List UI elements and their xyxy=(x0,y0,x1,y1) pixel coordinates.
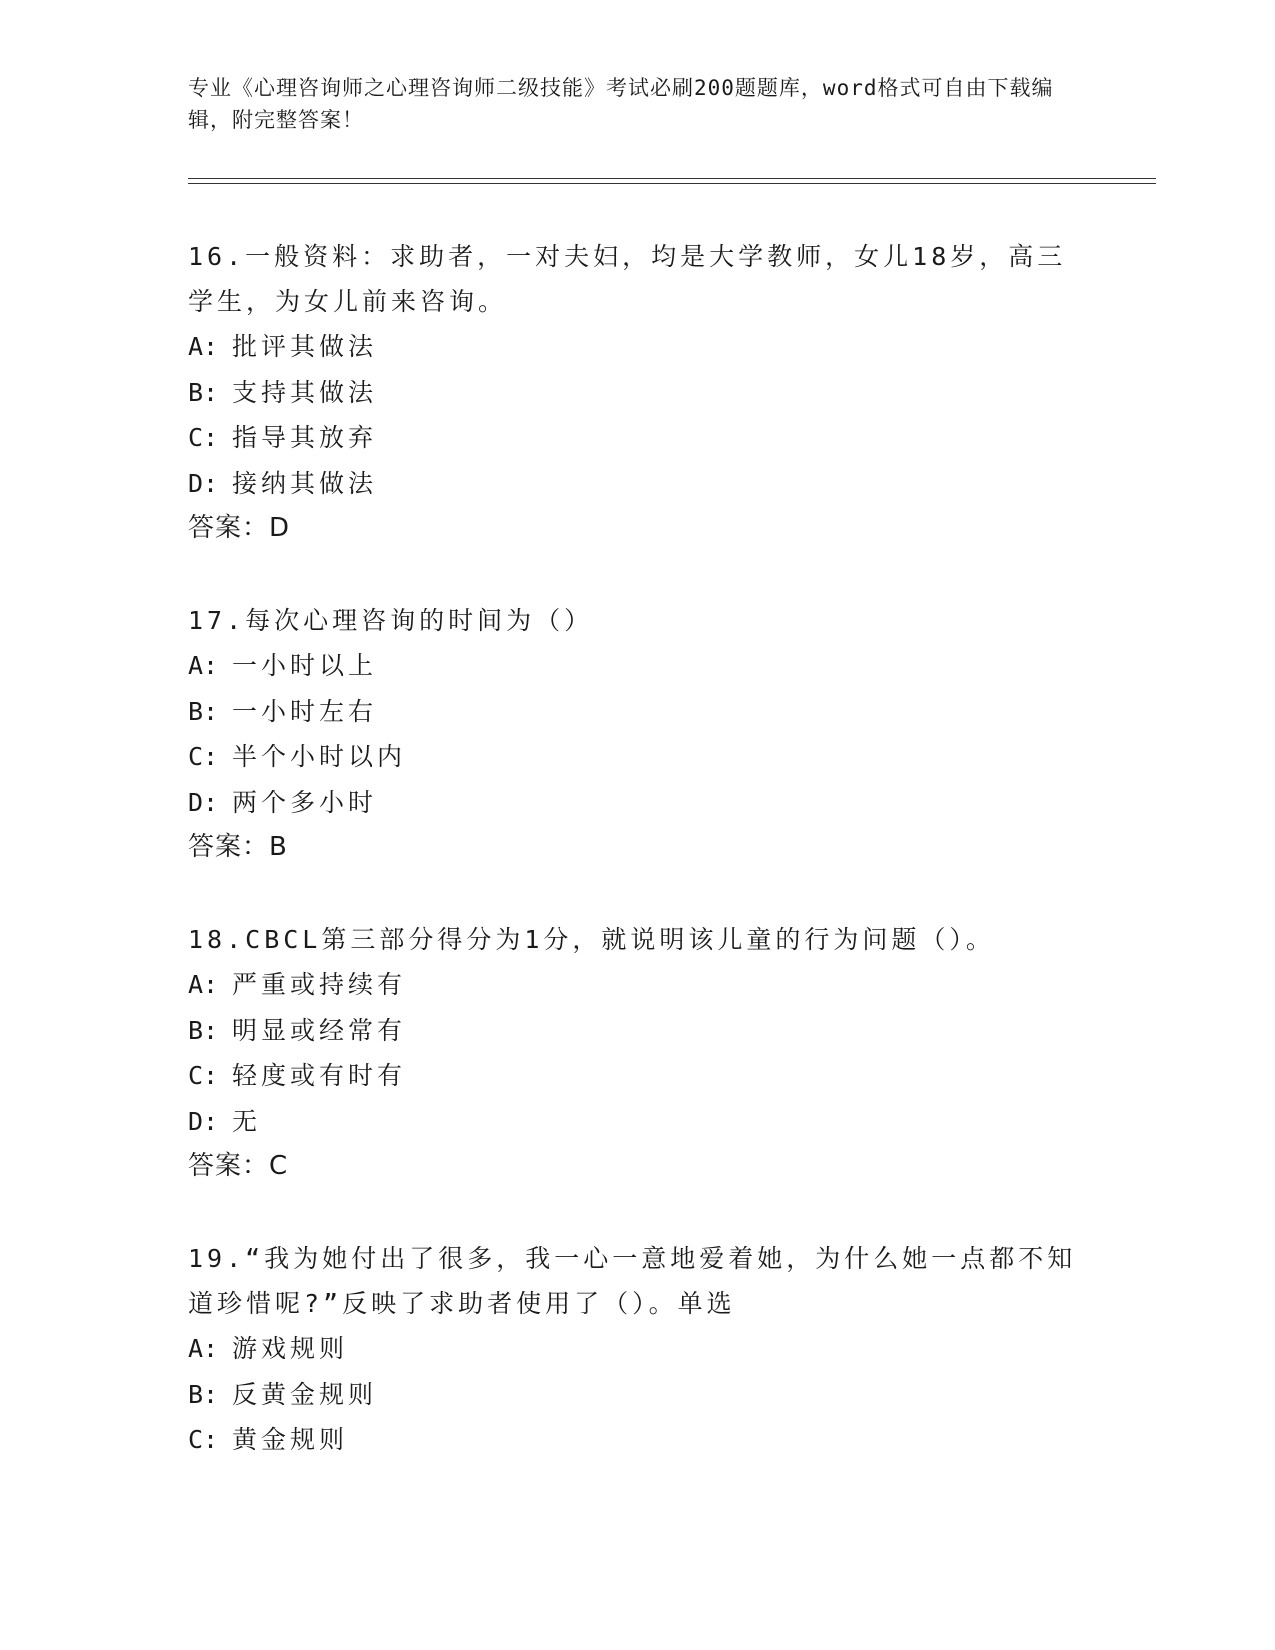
option-key: A: xyxy=(188,651,219,680)
option-key: C: xyxy=(188,423,219,452)
answer-label: 答案：B xyxy=(188,832,288,862)
option-text: 支持其做法 xyxy=(232,377,378,407)
option-b xyxy=(188,1008,1088,1054)
option-a xyxy=(188,643,1088,689)
option-text: 指导其放弃 xyxy=(232,423,378,452)
option-text: 半个小时以内 xyxy=(232,742,407,771)
document-header: 专业《心理咨询师之心理咨询师二级技能》考试必刷200题题库，word格式可自由下载编辑，附完整答案！ xyxy=(188,76,1054,132)
question-19 xyxy=(188,1236,1088,1463)
question-17 xyxy=(188,598,1088,870)
option-text: 一小时以上 xyxy=(232,651,378,680)
question-stem: 17.每次心理咨询的时间为（） xyxy=(188,606,594,635)
option-key: C: xyxy=(188,742,219,771)
option-text: 黄金规则 xyxy=(232,1425,349,1454)
option-text: 反黄金规则 xyxy=(232,1379,378,1409)
option-key: A: xyxy=(188,332,219,361)
option-a xyxy=(188,962,1088,1008)
option-key: B: xyxy=(188,1379,219,1409)
option-key: C: xyxy=(188,1061,219,1090)
question-stem: 18.CBCL第三部分得分为1分，就说明该儿童的行为问题（）。 xyxy=(188,925,995,954)
header-divider-bottom xyxy=(188,183,1156,184)
option-text: 接纳其做法 xyxy=(232,468,378,498)
option-text: 两个多小时 xyxy=(232,787,378,817)
option-key: A: xyxy=(188,1334,219,1363)
option-text: 一小时左右 xyxy=(232,696,378,726)
option-b xyxy=(188,370,1088,416)
option-text: 批评其做法 xyxy=(232,332,378,361)
option-b xyxy=(188,1372,1088,1418)
question-stem: 19.“我为她付出了很多，我一心一意地爱着她，为什么她一点都不知道珍惜呢?”反映了求助者使用了（）。单选 xyxy=(188,1244,1077,1318)
option-key: A: xyxy=(188,970,219,999)
option-key: C: xyxy=(188,1425,219,1454)
option-text: 游戏规则 xyxy=(232,1334,349,1363)
option-d xyxy=(188,780,1088,826)
option-text: 无 xyxy=(232,1106,262,1136)
question-16 xyxy=(188,234,1088,551)
option-b xyxy=(188,689,1088,735)
option-key: D: xyxy=(188,1106,219,1136)
option-key: D: xyxy=(188,468,219,498)
option-d xyxy=(188,1099,1088,1145)
option-d xyxy=(188,461,1088,507)
option-key: D: xyxy=(188,787,219,817)
option-c xyxy=(188,734,1088,780)
option-a xyxy=(188,1326,1088,1372)
option-key: B: xyxy=(188,377,219,407)
option-text: 严重或持续有 xyxy=(232,970,407,999)
option-text: 轻度或有时有 xyxy=(232,1061,407,1090)
header-divider-top xyxy=(188,178,1156,179)
option-a xyxy=(188,324,1088,370)
answer-label: 答案：C xyxy=(188,1151,289,1181)
option-key: B: xyxy=(188,1015,219,1045)
option-text: 明显或经常有 xyxy=(232,1015,407,1045)
question-18 xyxy=(188,917,1088,1189)
option-c xyxy=(188,1053,1088,1099)
answer-label: 答案：D xyxy=(188,513,291,543)
option-c xyxy=(188,415,1088,461)
option-c xyxy=(188,1417,1088,1463)
option-key: B: xyxy=(188,696,219,726)
question-stem: 16.一般资料：求助者，一对夫妇，均是大学教师，女儿18岁，高三学生，为女儿前来咨询。 xyxy=(188,242,1067,316)
